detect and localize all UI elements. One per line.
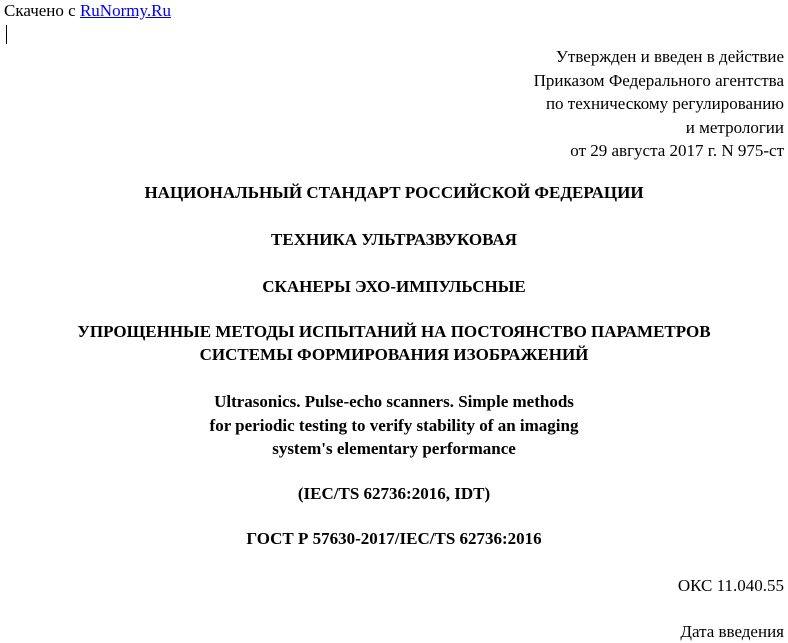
iec-reference: (IEC/TS 62736:2016, IDT) [297, 484, 491, 503]
english-title-line: Ultrasonics. Pulse-echo scanners. Simple methods [214, 392, 574, 411]
technique-title: ТЕХНИКА УЛЬТРАЗВУКОВАЯ [271, 230, 517, 249]
methods-title-line: УПРОЩЕННЫЕ МЕТОДЫ ИСПЫТАНИЙ НА ПОСТОЯНСТВО ПАРАМЕТРОВ [77, 322, 711, 341]
approval-line: от 29 августа 2017 г. N 975-ст [570, 141, 784, 161]
oks-code: ОКС 11.040.55 [677, 576, 784, 595]
english-title-line: for periodic testing to verify stability of an imaging [209, 415, 579, 435]
approval-line: Приказом Федерального агентства [533, 70, 784, 90]
intro-date-label: Дата введения [680, 622, 784, 641]
english-title-line: system's elementary performance [272, 439, 516, 458]
source-line [4, 1, 171, 21]
approval-line: Утвержден и введен в действие [555, 47, 784, 66]
gost-designation: ГОСТ Р 57630-2017/IEC/TS 62736:2016 [246, 529, 542, 548]
national-standard-title: НАЦИОНАЛЬНЫЙ СТАНДАРТ РОССИЙСКОЙ ФЕДЕРАЦИИ [144, 183, 644, 202]
source-prefix: Скачено с [4, 1, 80, 20]
approval-line: и метрологии [685, 117, 784, 137]
methods-title-line: СИСТЕМЫ ФОРМИРОВАНИЯ ИЗОБРАЖЕНИЙ [199, 345, 589, 364]
approval-block [534, 45, 784, 163]
english-title [0, 390, 788, 461]
scanners-title: СКАНЕРЫ ЭХО-ИМПУЛЬСНЫЕ [262, 277, 526, 296]
text-cursor [6, 25, 7, 44]
methods-title [0, 320, 788, 366]
approval-line: по техническому регулированию [545, 94, 784, 114]
runormy-link[interactable]: RuNormy.Ru [79, 1, 171, 20]
